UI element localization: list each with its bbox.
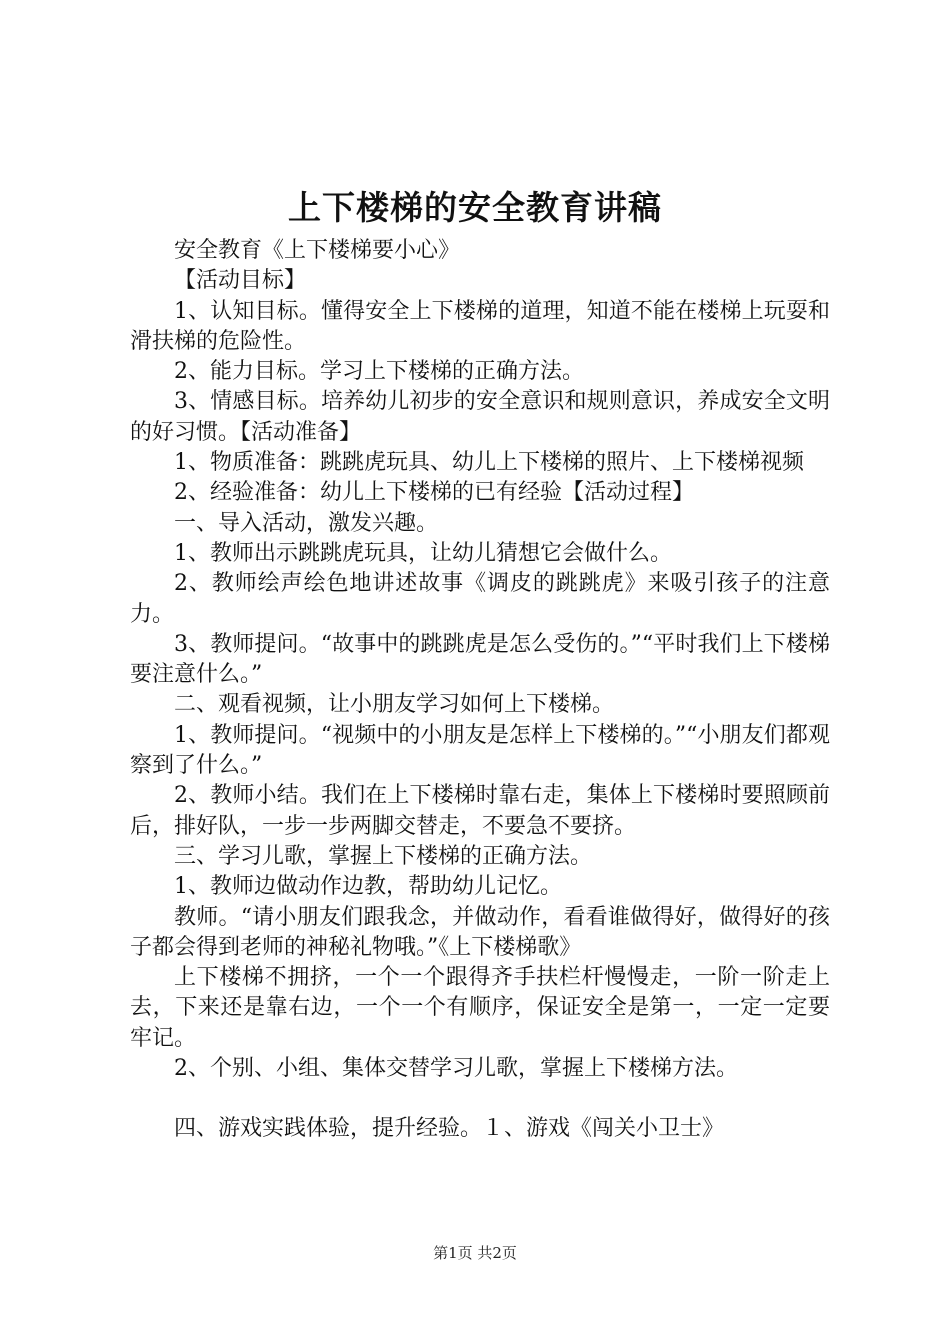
paragraph: 1、教师出示跳跳虎玩具，让幼儿猜想它会做什么。 — [174, 540, 672, 566]
paragraph: 2、能力目标。学习上下楼梯的正确方法。 — [174, 359, 584, 385]
paragraph: 2、教师小结。我们在上下楼梯时靠右走，集体上下楼梯时要照顾前后，排好队，一步一步两脚交替走，不要急不要挤。 — [130, 783, 830, 839]
paragraph: 1、教师提问。“视频中的小朋友是怎样上下楼梯的。”“小朋友们都观察到了什么。” — [130, 722, 830, 779]
paragraph: 3、情感目标。培养幼儿初步的安全意识和规则意识，养成安全文明的好习惯。【活动准备】 — [130, 389, 830, 445]
document-body — [130, 236, 830, 1145]
paragraph: 1、认知目标。懂得安全上下楼梯的道理，知道不能在楼梯上玩耍和滑扶梯的危险性。 — [130, 298, 830, 354]
paragraph: 三、学习儿歌，掌握上下楼梯的正确方法。 — [174, 843, 593, 869]
paragraph: 1、教师边做动作边教，帮助幼儿记忆。 — [174, 874, 562, 900]
paragraph: 2、经验准备：幼儿上下楼梯的已有经验【活动过程】 — [174, 480, 694, 506]
paragraph: 1、物质准备：跳跳虎玩具、幼儿上下楼梯的照片、上下楼梯视频 — [174, 450, 804, 476]
paragraph-subtitle: 安全教育《上下楼梯要小心》 — [174, 238, 461, 263]
paragraph: 四、游戏实践体验，提升经验。１、游戏《闯关小卫士》 — [174, 1116, 725, 1142]
page-footer: 第1页 共2页 — [433, 1244, 517, 1262]
document-title: 上下楼梯的安全教育讲稿 — [288, 188, 662, 227]
paragraph-song-lyrics: 上下楼梯不拥挤，一个一个跟得齐手扶栏杆慢慢走，一阶一阶走上去，下来还是靠右边，一个一个有顺序，保证安全是第一，一定一定要牢记。 — [130, 965, 830, 1051]
paragraph: 一、导入活动，激发兴趣。 — [174, 510, 439, 536]
paragraph: 2、个别、小组、集体交替学习儿歌，掌握上下楼梯方法。 — [174, 1056, 738, 1082]
paragraph: 教师。“请小朋友们跟我念，并做动作，看看谁做得好，做得好的孩子都会得到老师的神秘礼物哦。”《上下楼梯歌》 — [130, 904, 830, 960]
paragraph: 3、教师提问。“故事中的跳跳虎是怎么受伤的。”“平时我们上下楼梯要注意什么。” — [130, 631, 830, 688]
paragraph-section-goals: 【活动目标】 — [174, 268, 307, 294]
paragraph: 二、观看视频，让小朋友学习如何上下楼梯。 — [174, 692, 615, 718]
paragraph: 2、教师绘声绘色地讲述故事《调皮的跳跳虎》来吸引孩子的注意力。 — [130, 571, 830, 627]
